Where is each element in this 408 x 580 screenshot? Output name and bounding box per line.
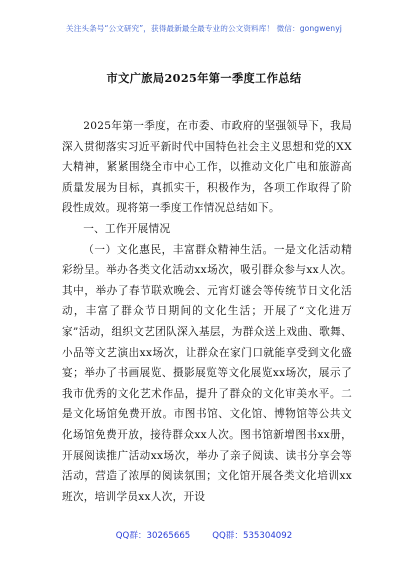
section-heading: 一、工作开展情况 [83, 222, 171, 235]
document-title: 市文广旅局2025年第一季度工作总结 [106, 71, 302, 85]
footer-qq-group-1: QQ群：30265665 [115, 531, 191, 541]
header-banner [0, 0, 408, 70]
body-paragraph: （一）文化惠民，丰富群众精神生活。一是文化活动精彩纷呈。举办各类文化活动xx场次，吸引群众参与xx人次。其中，举办了春节联欢晚会、元宵灯谜会等传统节日文化活动，丰富了群众节日期间的文化生活；开展了“文化进万家”活动，组织文艺团队深入基层，为群众送上戏曲、歌舞、小品等文艺演出xx场次，让群众在家门口就能享受到文化盛宴；举办了书画展览、摄影展览等文化展览xx场次，展示了我市优秀的文化艺术作品，提升了群众的文化审美水平。二是文化场馆免费开放。市图书馆、文化馆、博物馆等公共文化场馆免费开放，接待群众xx人次。图书馆新增图书xx册，开展阅读推广活动xx场次，举办了亲子阅读、读书分享会等活动，营造了浓厚的阅读氛围；文化馆开展各类文化培训xx班次，培训学员xx人次，开设 [62, 243, 352, 503]
footer-contacts [0, 530, 408, 542]
intro-paragraph: 2025年第一季度，在市委、市政府的坚强领导下，我局深入贯彻落实习近平新时代中国特色社会主义思想和党的XX大精神，紧紧围绕全市中心工作，以推动文化广电和旅游高质量发展为目标，真抓实干，积极作为，各项工作取得了阶段性成效。现将第一季度工作情况总结如下。 [62, 120, 352, 215]
document-body [62, 116, 352, 507]
header-notice: 关注头条号“公文研究”，获得最新最全最专业的公文资料库！ 微信：gongwenyj [66, 24, 342, 33]
footer-qq-group-2: QQ群：535304092 [212, 531, 293, 541]
